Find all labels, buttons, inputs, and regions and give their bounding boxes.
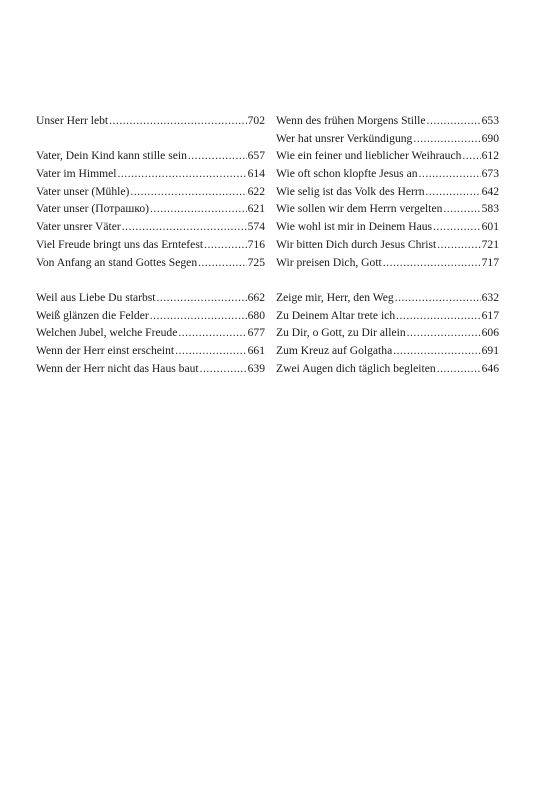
entry-page-number: 606	[481, 326, 499, 340]
index-entry	[36, 254, 265, 272]
dot-leader	[443, 200, 480, 218]
dot-leader	[427, 112, 481, 130]
entry-title: Vater unsrer Väter	[36, 220, 121, 234]
index-entry	[36, 360, 265, 378]
index-column-left	[36, 112, 265, 377]
entry-title: Weiß glänzen die Felder	[36, 308, 149, 322]
index-entry	[276, 183, 499, 201]
entry-page-number: 677	[247, 326, 265, 340]
dot-leader	[200, 360, 247, 378]
group-spacer	[276, 271, 499, 289]
entry-page-number: 721	[481, 237, 499, 251]
entry-title: Zum Kreuz auf Golgatha	[276, 343, 393, 357]
entry-title: Wie sollen wir dem Herrn vergelten	[276, 202, 443, 216]
index-entry	[36, 218, 265, 236]
entry-title: Wir bitten Dich durch Jesus Christ	[276, 237, 437, 251]
index-entry	[276, 360, 499, 378]
entry-title: Zeige mir, Herr, den Weg	[276, 290, 394, 304]
entry-title: Wie selig ist das Volk des Herrn	[276, 184, 425, 198]
entry-page-number: 614	[247, 167, 265, 181]
dot-leader	[413, 130, 480, 148]
entry-page-number: 622	[247, 184, 265, 198]
dot-leader	[426, 183, 481, 201]
entry-page-number: 617	[481, 308, 499, 322]
index-entry	[276, 130, 499, 148]
index-entry	[276, 165, 499, 183]
entry-page-number: 574	[247, 220, 265, 234]
entry-page-number: 680	[247, 308, 265, 322]
dot-leader	[204, 236, 247, 254]
entry-page-number: 725	[247, 255, 265, 269]
entry-page-number: 583	[481, 202, 499, 216]
group-spacer	[36, 130, 265, 148]
dot-leader	[109, 112, 246, 130]
dot-leader	[462, 147, 480, 165]
entry-title: Von Anfang an stand Gottes Segen	[36, 255, 198, 269]
entry-page-number: 691	[481, 343, 499, 357]
entry-page-number: 717	[481, 255, 499, 269]
index-entry	[276, 200, 499, 218]
entry-page-number: 632	[481, 290, 499, 304]
index-column-right	[276, 112, 499, 377]
entry-page-number: 716	[247, 237, 265, 251]
index-entry	[36, 324, 265, 342]
entry-title: Vater im Himmel	[36, 167, 117, 181]
entry-title: Welchen Jubel, welche Freude	[36, 326, 178, 340]
entry-title: Zu Deinem Altar trete ich	[276, 308, 396, 322]
dot-leader	[198, 254, 246, 272]
entry-page-number: 612	[481, 149, 499, 163]
entry-title: Wenn der Herr einst erscheint	[36, 343, 175, 357]
dot-leader	[437, 236, 480, 254]
index-entry	[36, 342, 265, 360]
entry-title: Zwei Augen dich täglich begleiten	[276, 361, 436, 375]
entry-page-number: 642	[481, 184, 499, 198]
index-entry	[36, 165, 265, 183]
dot-leader	[130, 183, 246, 201]
entry-title: Vater, Dein Kind kann stille sein	[36, 149, 187, 163]
entry-title: Vater unser (Потрашко)	[36, 202, 150, 216]
entry-title: Wenn des frühen Morgens Stille	[276, 114, 426, 127]
entry-page-number: 702	[247, 114, 265, 127]
dot-leader	[150, 200, 247, 218]
entry-page-number: 601	[481, 220, 499, 234]
index-entry	[276, 112, 499, 130]
entry-page-number: 653	[481, 114, 499, 127]
index-entry	[36, 112, 265, 130]
index-entry	[276, 307, 499, 325]
dot-leader	[419, 165, 481, 183]
dot-leader	[395, 289, 481, 307]
index-entry	[276, 218, 499, 236]
dot-leader	[150, 307, 247, 325]
index-entry	[276, 147, 499, 165]
index-entry	[36, 236, 265, 254]
entry-title: Wenn der Herr nicht das Haus baut	[36, 361, 199, 375]
entry-title: Wie oft schon klopfte Jesus an	[276, 167, 418, 181]
dot-leader	[433, 218, 481, 236]
dot-leader	[396, 307, 480, 325]
entry-title: Weil aus Liebe Du starbst	[36, 290, 156, 304]
entry-page-number: 646	[481, 361, 499, 375]
dot-leader	[188, 147, 247, 165]
entry-title: Wer hat unsrer Verkündigung	[276, 131, 413, 145]
entry-page-number: 657	[247, 149, 265, 163]
entry-title: Wir preisen Dich, Gott	[276, 255, 382, 269]
dot-leader	[175, 342, 246, 360]
entry-page-number: 690	[481, 131, 499, 145]
entry-title: Wie wohl ist mir in Deinem Haus	[276, 220, 433, 234]
entry-title: Unser Herr lebt	[36, 114, 109, 127]
dot-leader	[122, 218, 247, 236]
index-entry	[276, 324, 499, 342]
dot-leader	[118, 165, 247, 183]
entry-title: Viel Freude bringt uns das Erntefest	[36, 237, 204, 251]
dot-leader	[393, 342, 480, 360]
index-entry	[276, 254, 499, 272]
dot-leader	[383, 254, 481, 272]
index-entry	[36, 289, 265, 307]
index-entry	[36, 307, 265, 325]
entry-title: Vater unser (Mühle)	[36, 184, 130, 198]
entry-page-number: 661	[247, 343, 265, 357]
dot-leader	[156, 289, 246, 307]
entry-title: Wie ein feiner und lieblicher Weihrauch	[276, 149, 462, 163]
entry-page-number: 662	[247, 290, 265, 304]
dot-leader	[437, 360, 481, 378]
index-entry	[36, 147, 265, 165]
entry-page-number: 621	[247, 202, 265, 216]
dot-leader	[178, 324, 246, 342]
entry-page-number: 673	[481, 167, 499, 181]
dot-leader	[407, 324, 481, 342]
index-entry	[276, 342, 499, 360]
index-entry	[36, 183, 265, 201]
entry-page-number: 639	[247, 361, 265, 375]
index-entry	[276, 289, 499, 307]
group-spacer	[36, 271, 265, 289]
index-entry	[276, 236, 499, 254]
index-entry	[36, 200, 265, 218]
entry-title: Zu Dir, o Gott, zu Dir allein	[276, 326, 406, 340]
